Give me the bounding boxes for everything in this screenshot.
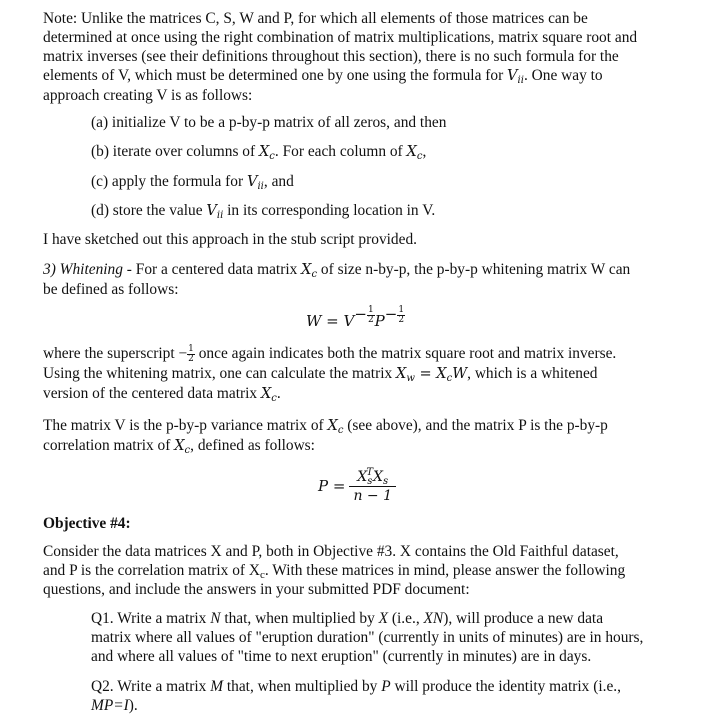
step-d: (d) store the value $V_{ii}$ in its corresponding location in V.	[91, 202, 436, 221]
sketch-note: I have sketched out this approach in the stub script provided.	[43, 231, 417, 248]
correlation-equation: P = $X_s^TX_s$ n − 1	[318, 468, 396, 505]
whitening-heading: 3) Whitening	[43, 261, 123, 278]
note-line-1: Note: Unlike the matrices C, S, W and P, for which all elements of those matrices can be	[43, 10, 588, 27]
variance-paragraph: The matrix V is the p-by-p variance matrix of $X_c$ (see above), and the matrix P is the p-by-p correlation matrix of $X_c$, defined as follows:	[43, 417, 608, 456]
note-line-4: elements of V, which must be determined one by one using the formula for	[43, 67, 508, 84]
question-2: Q2. Write a matrix M that, when multiplied by P will produce the identity matrix (i.e., MP=I).	[91, 678, 621, 714]
whitening-paragraph: 3) Whitening - For a centered data matrix $X_c$ of size n-by-p, the p-by-p whitening matrix W can be defined as follows:	[43, 261, 631, 298]
step-b: (b) iterate over columns of $X_c$. For each column of $X_c$,	[91, 143, 427, 162]
step-a: (a) initialize V to be a p-by-p matrix of all zeros, and then	[91, 114, 447, 131]
question-1: Q1. Write a matrix N that, when multiplied by X (i.e., XN), will produce a new data matrix where all values of "eruption duration" (currently in units of minutes) are in hours, and where all values of "time to next eruption" (currently in minutes) are in days.	[91, 610, 644, 665]
v-ii-symbol: $V_{ii}$	[507, 68, 524, 86]
note-line-3: matrix inverses (see their definitions throughout this section), there is no such formula for the	[43, 48, 619, 65]
note-paragraph: Note: Unlike the matrices C, S, W and P, for which all elements of those matrices can be determined at once using the right combination of matrix multiplications, matrix square root and matrix inverses (see their definitions throughout this section), there is no such formula for the elements of V, which must be determined one by one using the formula for $V_{ii}$. One way to approach creating V is as follows:	[43, 10, 638, 104]
step-c: (c) apply the formula for $V_{ii}$, and	[91, 173, 294, 192]
objective-intro: Consider the data matrices X and P, both in Objective #3. X contains the Old Faithful dataset, and P is the correlation matrix of $X_c$. With these matrices in mind, please answer the following questions, and include the answers in your submitted PDF document:	[43, 543, 626, 598]
note-line-5: approach creating V is as follows:	[43, 87, 253, 104]
objective-title: Objective #4:	[43, 515, 131, 532]
whitening-equation: W = V− $\frac{1}{2}$ P− $\frac{1}{2}$	[306, 304, 405, 330]
whitening-explanation: where the superscript − $\frac{1}{2}$ once again indicates both the matrix square root and matrix inverse. Using the whitening matrix, one can calculate the matrix $X_w = X_cW$, which is a whitened version of the centered data matrix $X_c$.	[43, 343, 617, 404]
note-line-2: determined at once using the right combination of matrix multiplications, matrix square root and	[43, 29, 638, 46]
